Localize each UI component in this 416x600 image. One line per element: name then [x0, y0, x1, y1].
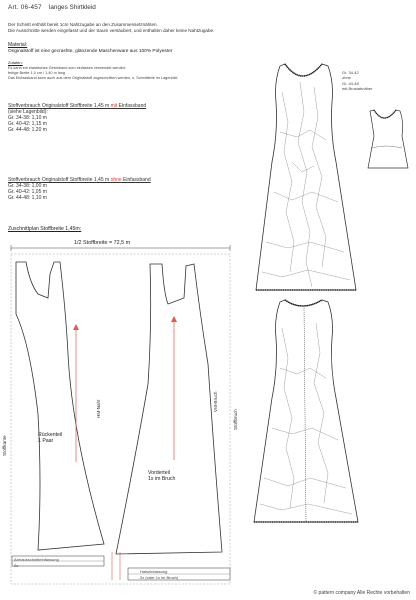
consumption-row: Gr. 34-38: 1,00 m	[8, 183, 47, 190]
dress-sketch-front	[252, 62, 412, 298]
consumption-title-text: Stoffverbrauch Originalstoff Stoffbreite 1,45 m	[8, 103, 111, 109]
zutaten-line: fertige Breite 1,0 cm / 1,40 m lang	[8, 71, 65, 75]
neck-binding-label: Halseinfassung	[140, 569, 168, 574]
dress-sketch-bodice	[364, 108, 416, 172]
consumption-row: Gr. 34-38: 1,10 m	[8, 115, 47, 122]
intro-line: Die Ausschnitte werden eingefasst und der Saum versäubert, und enthalten daher keine Nahtzugabe.	[8, 28, 215, 33]
intro-text	[8, 22, 214, 34]
size-note-line: ohne	[342, 75, 351, 81]
consumption-without-mark: ohne	[110, 177, 122, 183]
zutaten-text	[8, 66, 177, 81]
front-seam-label: VM-Bruch	[213, 391, 218, 412]
consumption-with-binding	[8, 103, 146, 133]
back-piece-label	[38, 432, 62, 444]
piece-count: 1 Paar	[38, 438, 54, 445]
consumption-row: Gr. 40-42: 1,05 m	[8, 189, 47, 196]
consumption-title-text: Einfassband	[121, 177, 151, 183]
consumption-row: Gr. 40-42: 1,15 m	[8, 121, 47, 128]
article-code: Art. 06-457	[8, 4, 42, 11]
fabric-width-label: 1/2 Stoffbreite = 72,5 m	[74, 240, 131, 246]
size-note-line: Gr. 34-42	[342, 70, 359, 75]
piece-name: Vorderteil	[148, 470, 170, 476]
cutting-layout-plan	[8, 234, 238, 590]
intro-line: Der Schnitt enthält bereit 1cm Nahtzugabe an den Zusammensetznähten.	[8, 22, 158, 27]
arm-binding-count: 2x	[14, 563, 19, 568]
back-seam-label: HM-Naht	[96, 399, 101, 418]
page-header	[8, 4, 96, 11]
front-piece-label	[148, 470, 175, 482]
consumption-with-mark: mit	[110, 103, 118, 109]
zutaten-title: Zutaten:	[8, 60, 23, 65]
consumption-title-text: Stoffverbrauch Originalstoff Stoffbreite 1,45 m	[8, 177, 111, 183]
neck-binding-count: 2x (oder 1x im Bruch)	[140, 575, 179, 580]
selvage-label: Stoffkante	[2, 435, 7, 456]
copyright: © pattern company Alle Rechte vorbehalten	[313, 590, 410, 596]
consumption-row: Gr. 44-48: 1,20 m	[8, 127, 47, 134]
piece-name: Rückenteil	[38, 432, 63, 438]
piece-count: 1x im Bruch	[148, 476, 176, 483]
fold-label: Stoffbruch	[233, 409, 238, 430]
cutting-plan-title: Zuschnittplan Stoffbreite 1,45m:	[8, 226, 82, 232]
dress-sketch-back	[252, 298, 412, 588]
arm-binding-label: Armausschnitteinfassung	[14, 557, 59, 562]
article-title: langes Shirtkleid	[48, 4, 96, 11]
zutaten-line: Das Einfassband kann auch aus dem Originalstoff zugeschnitten werden, s. Schnittteile im Lagenbild	[8, 76, 178, 80]
material-text: Originalstoff ist eine gecrashte, glänzende Maschenware aus 100% Polyester	[8, 49, 173, 54]
size-note-line: Gr. 44-48	[342, 80, 359, 86]
consumption-note: (siehe Lagenbild):	[8, 109, 48, 116]
zutaten-line: Es kann ein elastisches Gebinband zum einfassen verwendet werden:	[8, 66, 126, 70]
consumption-without-binding	[8, 177, 151, 201]
consumption-title-text: Einfassband	[117, 103, 147, 109]
size-note-line: mit Brustabnäher	[342, 86, 373, 92]
material-title: Material:	[8, 42, 28, 48]
consumption-row: Gr. 44-48: 1,10 m	[8, 195, 47, 202]
